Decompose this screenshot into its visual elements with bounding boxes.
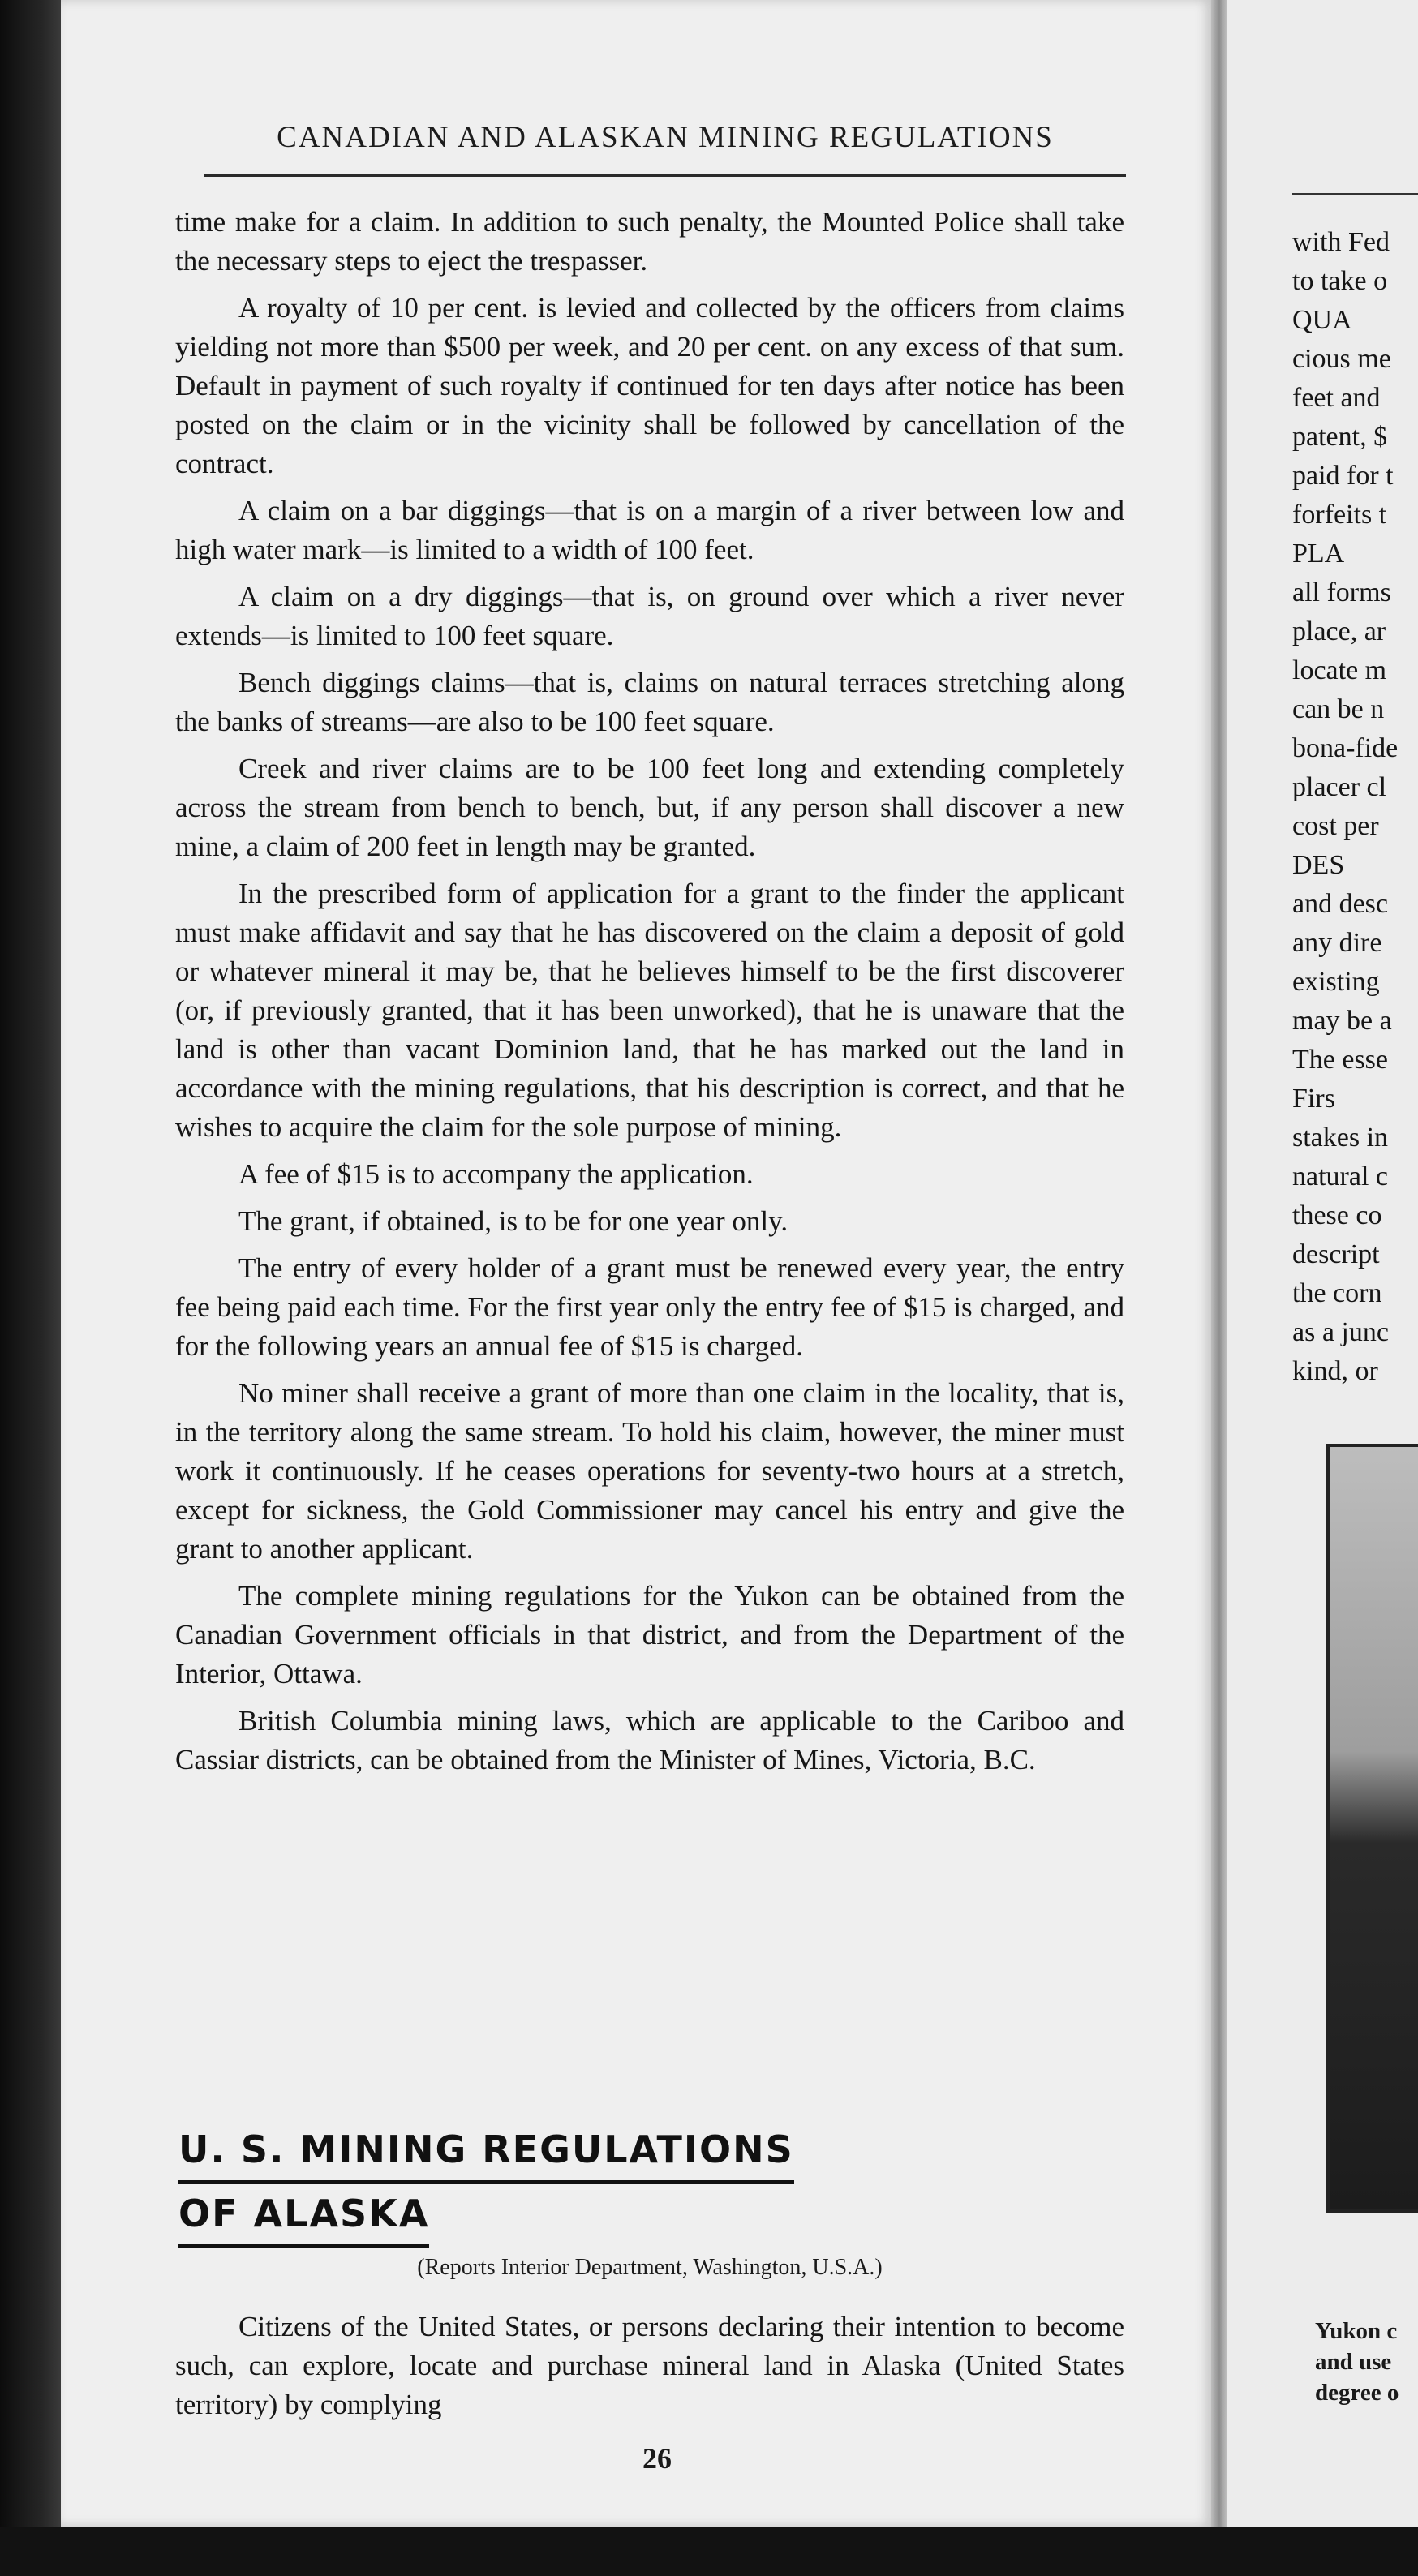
text-line: as a junc [1292,1317,1389,1347]
paragraph: A royalty of 10 per cent. is levied and collected by the officers from claims yielding not more than $500 per week, and 20 per cent. on any excess of that sum. Default in payment of such royalty if continued for ten days after notice has been posted on the claim or in the vicinity shall be followed by cancellation of the contract. [175,292,1124,479]
running-head: CANADIAN AND ALASKAN MINING REGULATIONS [277,121,1054,154]
text-line: feet and [1292,383,1381,413]
section-heading-line: U. S. MINING REGULATIONS [178,2120,794,2184]
text-line: bona-fide [1292,733,1399,763]
text-line: patent, $ [1292,422,1388,452]
right-page-text [1292,223,1418,1391]
text-line: with Fed [1292,227,1390,257]
text-line: may be a [1292,1006,1392,1036]
source-note: (Reports Interior Department, Washington, U.S.A.) [417,2255,883,2280]
text-line: QUA [1292,305,1352,335]
text-line: all forms [1292,577,1391,608]
paragraph: The entry of every holder of a grant must be renewed every year, the entry fee being paid each time. For the first year only the entry fee of $15 is charged, and for the following years an annual fee of $15 is charged. [175,1252,1124,1362]
paragraph: No miner shall receive a grant of more than one claim in the locality, that is, in the territory along the same stream. To hold his claim, however, the miner must work it continuously. If he ceases operations for seventy-two hours at a stretch, except for sickness, the Gold Commissioner may cancel his entry and give the grant to another applicant. [175,1377,1124,1565]
paragraph: The grant, if obtained, is to be for one year only. [238,1205,788,1237]
scan-dark-edge [0,0,61,2576]
paragraph: time make for a claim. In addition to such penalty, the Mounted Police shall take the necessary steps to eject the trespasser. [175,206,1124,277]
caption-line: degree o [1315,2380,1399,2406]
header-rule [204,174,1126,177]
right-header-rule [1292,193,1418,195]
body-text [175,203,1124,1788]
page-number: 26 [642,2442,672,2475]
paragraph: The complete mining regulations for the Yukon can be obtained from the Canadian Government officials in that district, and from the Department of the Interior, Ottawa. [175,1580,1124,1689]
text-line: natural c [1292,1161,1388,1191]
text-line: The esse [1292,1045,1389,1075]
paragraph: A fee of $15 is to accompany the application. [238,1158,754,1190]
paragraph: British Columbia mining laws, which are applicable to the Cariboo and Cassiar districts, can be obtained from the Minister of Mines, Victoria, B.C. [175,1705,1124,1775]
section-heading [178,2120,909,2248]
text-line: kind, or [1292,1356,1378,1386]
text-line: DES [1292,850,1345,880]
text-line: descript [1292,1239,1380,1269]
photo-plate [1326,1444,1418,2213]
alaska-text [175,2308,1124,2424]
text-line: these co [1292,1200,1382,1230]
text-line: cious me [1292,344,1391,374]
text-line: cost per [1292,811,1379,841]
text-line: Firs [1292,1084,1335,1114]
paragraph: Creek and river claims are to be 100 feet long and extending completely across the stream from bench to bench, but, if any person shall discover a new mine, a claim of 200 feet in length may be granted. [175,753,1124,862]
text-line: placer cl [1292,772,1387,802]
text-line: paid for t [1292,461,1394,491]
caption-line: Yukon c [1315,2318,1398,2344]
text-line: stakes in [1292,1123,1389,1153]
paragraph: A claim on a bar diggings—that is on a margin of a river between low and high water mark—is limited to a width of 100 feet. [175,495,1124,565]
book-gutter [1211,0,1227,2527]
text-line: the corn [1292,1278,1382,1308]
caption-line: and use [1315,2349,1392,2375]
scan-bottom-edge [0,2527,1418,2576]
text-line: existing [1292,967,1380,997]
right-page [1227,0,1418,2527]
text-line: PLA [1292,539,1345,569]
paragraph: A claim on a dry diggings—that is, on ground over which a river never extends—is limited to 100 feet square. [175,581,1124,651]
photo-caption [1315,2316,1418,2408]
text-line: place, ar [1292,616,1386,646]
paragraph: In the prescribed form of application for a grant to the finder the applicant must make affidavit and say that he has discovered on the claim a deposit of gold or whatever mineral it may be, that he believes himself to be the first discoverer (or, if previously granted, that it has been unworked), that he is unaware that the land is other than vacant Dominion land, that he has marked out the land in accordance with the mining regulations, that his description is correct, and that he wishes to acquire the claim for the sole purpose of mining. [175,878,1124,1143]
paragraph: Citizens of the United States, or persons declaring their intention to become such, can explore, locate and purchase mineral land in Alaska (United States territory) by complying [175,2311,1124,2420]
text-line: to take o [1292,266,1388,296]
text-line: locate m [1292,655,1387,685]
section-heading-line: OF ALASKA [178,2184,429,2248]
text-line: can be n [1292,694,1385,724]
text-line: forfeits t [1292,500,1387,530]
text-line: any dire [1292,928,1382,958]
text-line: and desc [1292,889,1389,919]
paragraph: Bench diggings claims—that is, claims on natural terraces stretching along the banks of streams—are also to be 100 feet square. [175,667,1124,737]
